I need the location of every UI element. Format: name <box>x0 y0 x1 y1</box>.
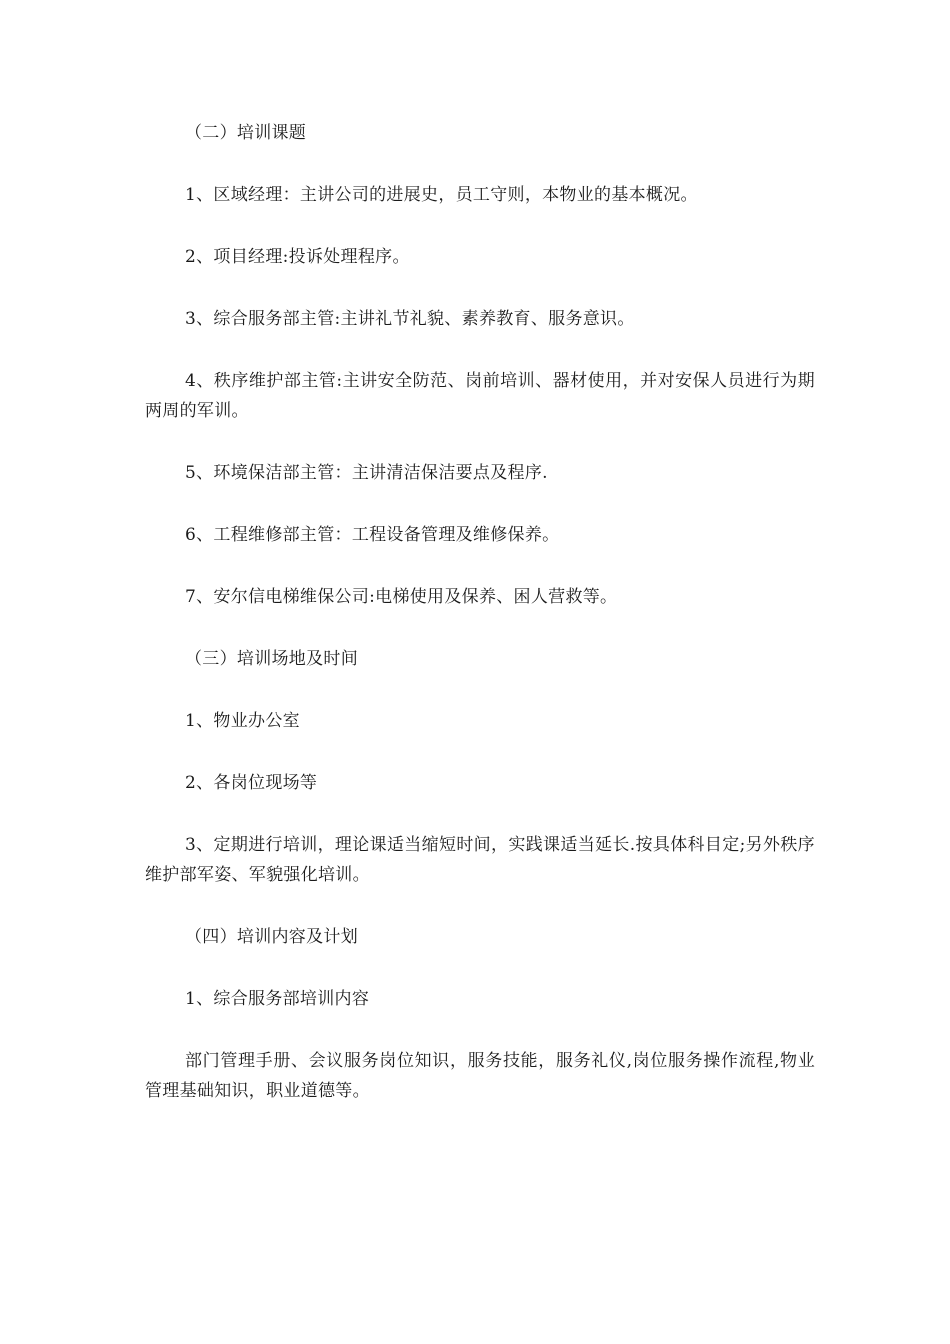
list-item-schedule: 3、定期进行培训，理论课适当缩短时间，实践课适当延长.按具体科目定;另外秩序维护部军姿、军貌强化培训。 <box>145 835 815 885</box>
section-heading-venue-time: （三）培训场地及时间 <box>185 649 358 669</box>
list-item-elevator-company: 7、安尔信电梯维保公司:电梯使用及保养、困人营救等。 <box>185 587 618 607</box>
section-heading-topics: （二）培训课题 <box>185 123 307 143</box>
document-body <box>145 118 815 1106</box>
list-item-engineering-supervisor: 6、工程维修部主管：工程设备管理及维修保养。 <box>185 525 560 545</box>
list-item-cleaning-supervisor: 5、环境保洁部主管：主讲清洁保洁要点及程序. <box>185 463 548 483</box>
list-item-service-content: 1、综合服务部培训内容 <box>185 989 370 1009</box>
list-item-office: 1、物业办公室 <box>185 711 300 731</box>
list-item-project-manager: 2、项目经理:投诉处理程序。 <box>185 247 410 267</box>
section-heading-content-plan: （四）培训内容及计划 <box>185 927 358 947</box>
list-item-security-supervisor: 4、秩序维护部主管:主讲安全防范、岗前培训、器材使用，并对安保人员进行为期两周的军训。 <box>145 371 815 421</box>
list-item-regional-manager: 1、区域经理：主讲公司的进展史，员工守则，本物业的基本概况。 <box>185 185 698 205</box>
list-item-onsite: 2、各岗位现场等 <box>185 773 318 793</box>
paragraph-service-content-detail: 部门管理手册、会议服务岗位知识，服务技能，服务礼仪,岗位服务操作流程,物业管理基础知识，职业道德等。 <box>145 1051 815 1101</box>
list-item-service-supervisor: 3、综合服务部主管:主讲礼节礼貌、素养教育、服务意识。 <box>185 309 635 329</box>
